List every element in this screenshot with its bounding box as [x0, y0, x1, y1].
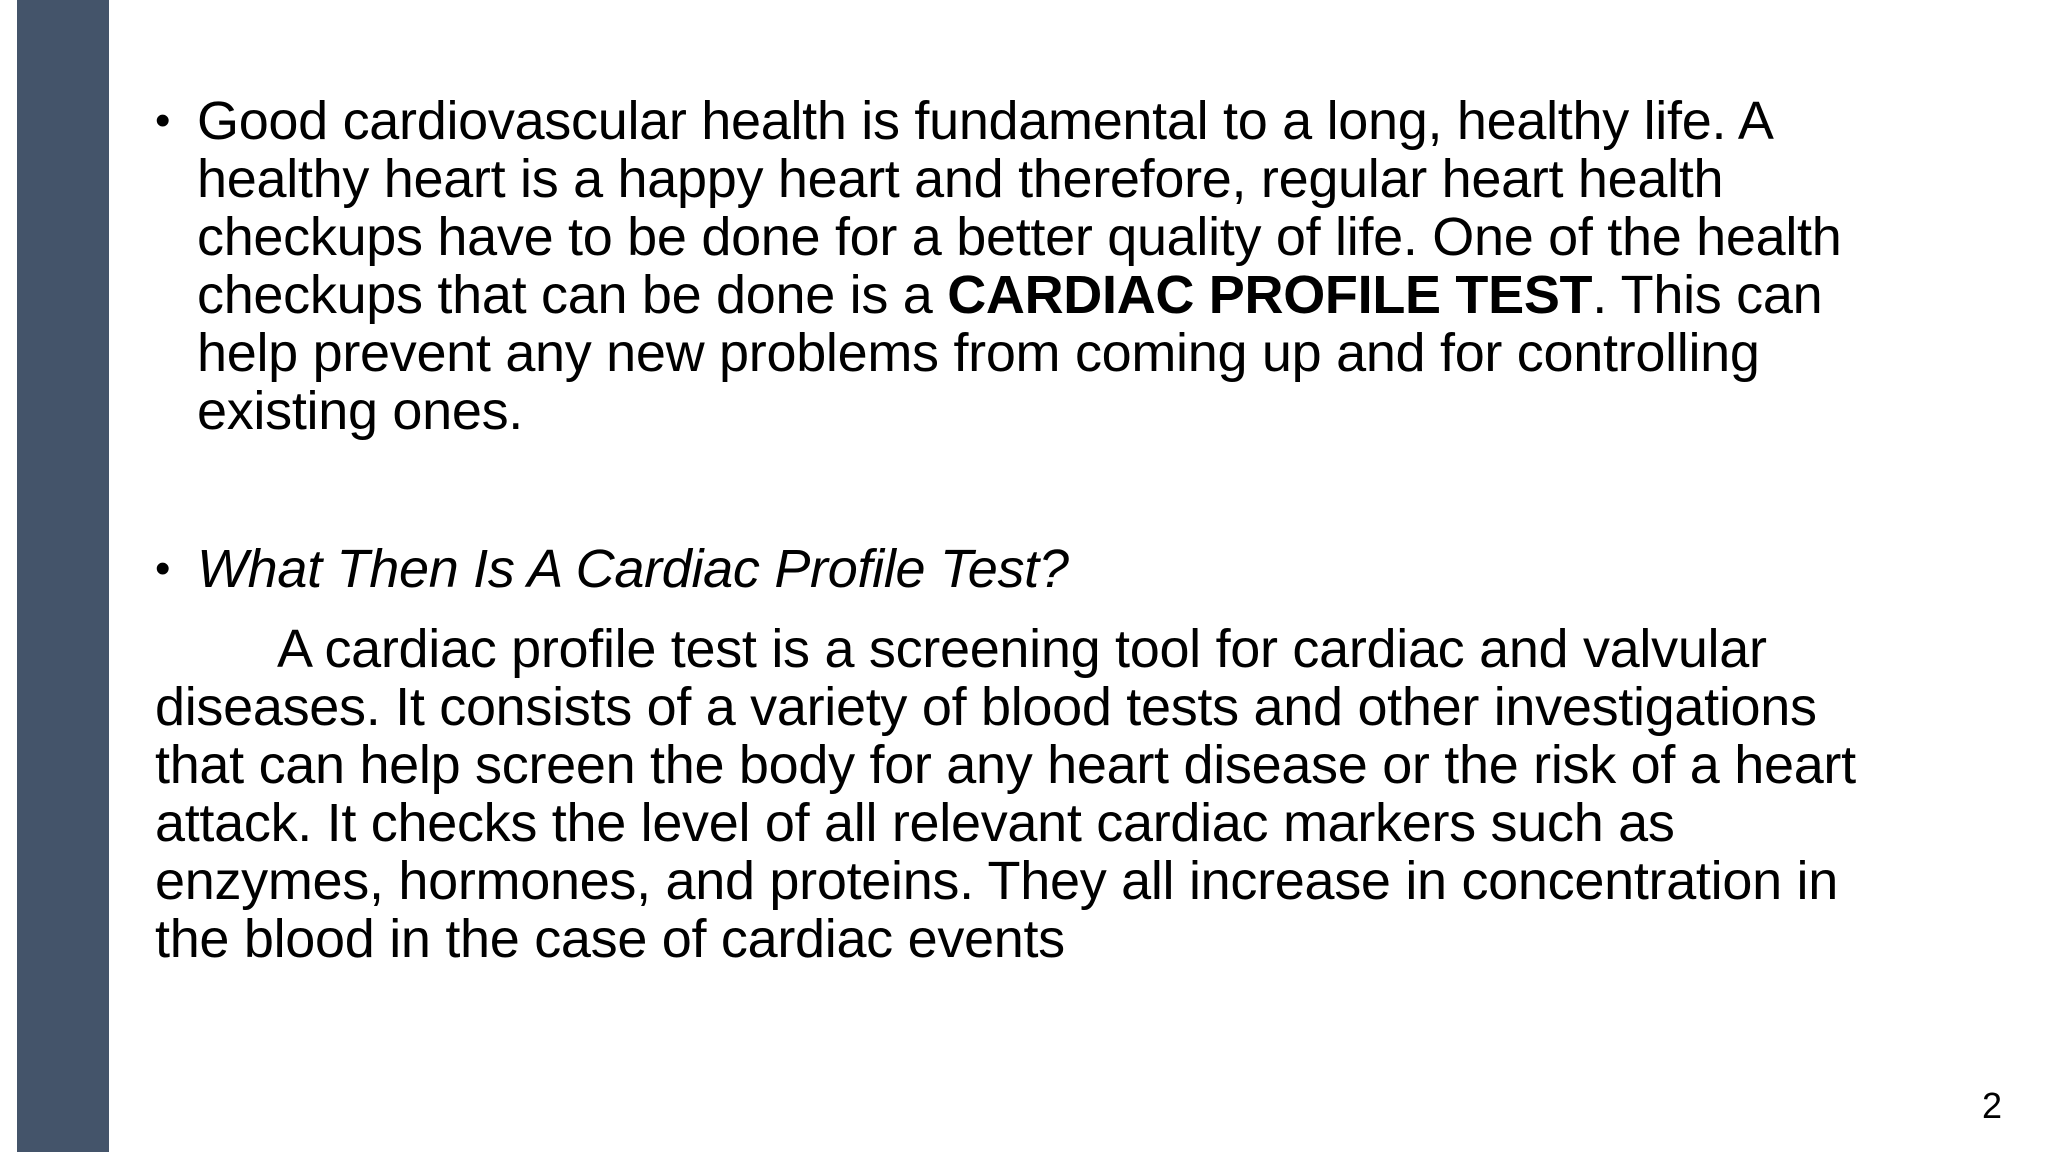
bullet-text-start: Good cardiovascular health is fundamental to a long, healthy life. A healthy heart is a happy heart and therefore, regular heart health checkups have to be done for a better quality of life. One of the health checkups that can be done is a — [197, 91, 1842, 325]
page-number: 2 — [1981, 1085, 2002, 1126]
bullet-icon: • — [155, 544, 171, 593]
bullet-cardiovascular-health — [155, 92, 1915, 440]
bullet-icon: • — [155, 96, 171, 145]
cardiac-profile-test-emphasis: CARDIAC PROFILE TEST — [947, 265, 1593, 325]
definition-paragraph: A cardiac profile test is a screening tool for cardiac and valvular diseases. It consists of a variety of blood tests and other investigations that can help screen the body for any heart disease or the risk of a heart attack. It checks the level of all relevant cardiac markers such as enzymes, hormones, and proteins. They all increase in concentration in the blood in the case of cardiac events — [155, 619, 1856, 969]
question-text: What Then Is A Cardiac Profile Test? — [197, 539, 1069, 599]
bullet-text-end: . This can help prevent any new problems from coming up and for controlling existing ones. — [197, 265, 1823, 441]
slide-content — [155, 92, 1915, 968]
bullet-question-heading — [155, 540, 1915, 598]
side-accent-bar — [17, 0, 109, 1152]
